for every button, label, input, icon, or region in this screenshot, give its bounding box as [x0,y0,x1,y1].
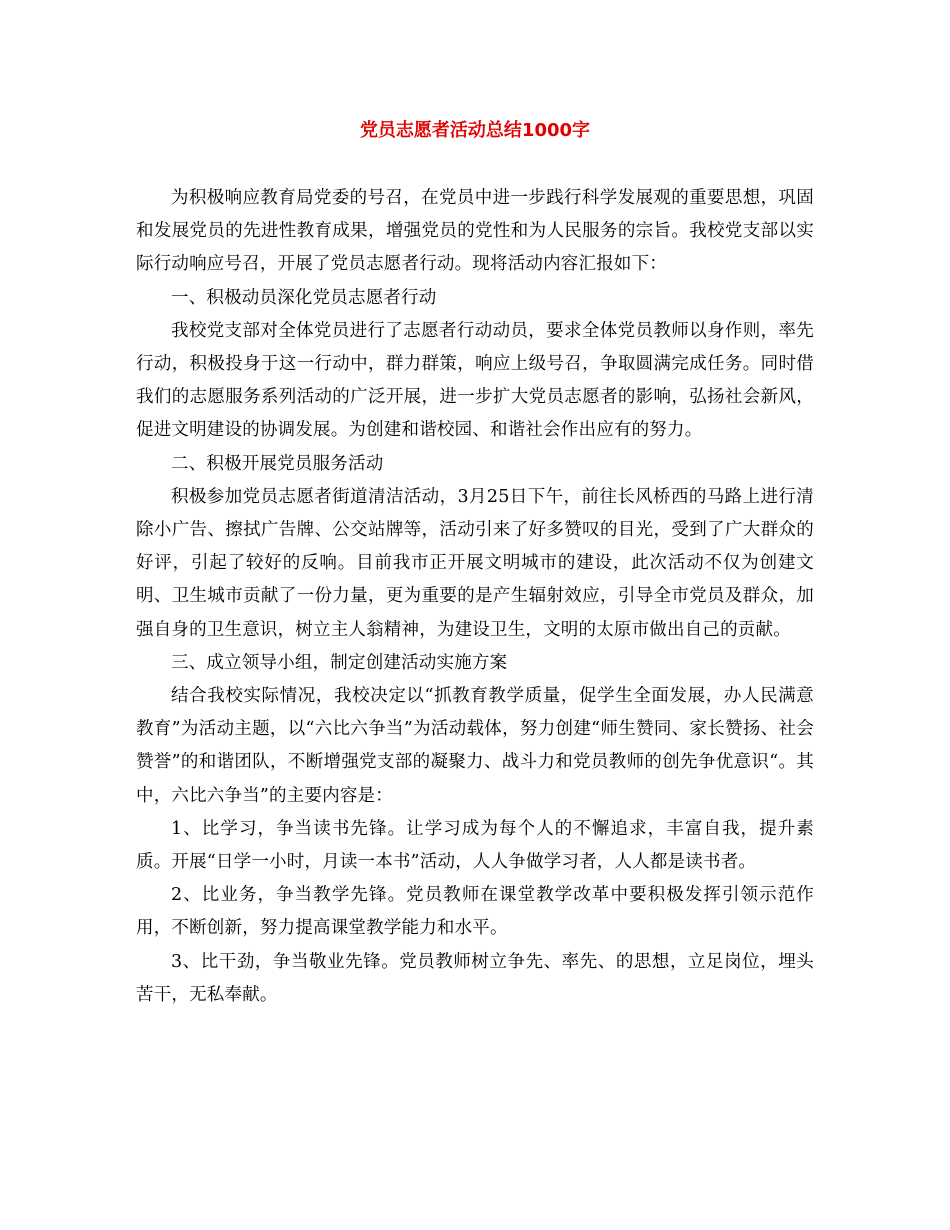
section-heading-3: 三、成立领导小组，制定创建活动实施方案 [171,652,508,673]
section-1-paragraph: 我校党支部对全体党员进行了志愿者行动动员，要求全体党员教师以身作则，率先行动，积极投身于这一行动中，群力群策，响应上级号召，争取圆满完成任务。同时借我们的志愿服务系列活动的广泛开展，进一步扩大党员志愿者的影响，弘扬社会新风，促进文明建设的协调发展。为创建和谐校园、和谐社会作出应有的努力。 [136,320,814,441]
section-heading-2: 二、积极开展党员服务活动 [171,453,384,474]
section-heading-1: 一、积极动员深化党员志愿者行动 [171,287,437,308]
section-3-paragraph: 结合我校实际情况，我校决定以“抓教育教学质量，促学生全面发展，办人民满意教育”为活动主题，以“六比六争当”为活动载体，努力创建“师生赞同、家长赞扬、社会赞誉”的和谐团队，不断增强党支部的凝聚力、战斗力和党员教师的创先争优意识“。其中，六比六争当”的主要内容是： [136,686,814,806]
list-item-3: 3、比干劲，争当敬业先锋。党员教师树立争先、率先、的思想，立足岗位，埋头苦干，无私奉献。 [136,951,814,1005]
document-title: 党员志愿者活动总结1000字 [359,120,591,141]
intro-paragraph: 为积极响应教育局党委的号召，在党员中进一步践行科学发展观的重要思想，巩固和发展党员的先进性教育成果，增强党员的党性和为人民服务的宗旨。我校党支部以实际行动响应号召，开展了党员志愿者行动。现将活动内容汇报如下： [136,188,814,275]
list-item-1: 1、比学习，争当读书先锋。让学习成为每个人的不懈追求，丰富自我，提升素质。开展“日学一小时，月读一本书”活动，人人争做学习者，人人都是读书者。 [136,818,814,873]
list-item-2: 2、比业务，争当教学先锋。党员教师在课堂教学改革中要积极发挥引领示范作用，不断创新，努力提高课堂教学能力和水平。 [136,885,814,939]
section-2-paragraph: 积极参加党员志愿者街道清洁活动，3月25日下午，前往长风桥西的马路上进行清除小广告、擦拭广告牌、公交站牌等，活动引来了好多赞叹的目光，受到了广大群众的好评，引起了较好的反响。目前我市正开展文明城市的建设，此次活动不仅为创建文明、卫生城市贡献了一份力量，更为重要的是产生辐射效应，引导全市党员及群众，加强自身的卫生意识，树立主人翁精神，为建设卫生，文明的太原市做出自己的贡献。 [136,486,814,640]
document-body [136,182,814,1012]
